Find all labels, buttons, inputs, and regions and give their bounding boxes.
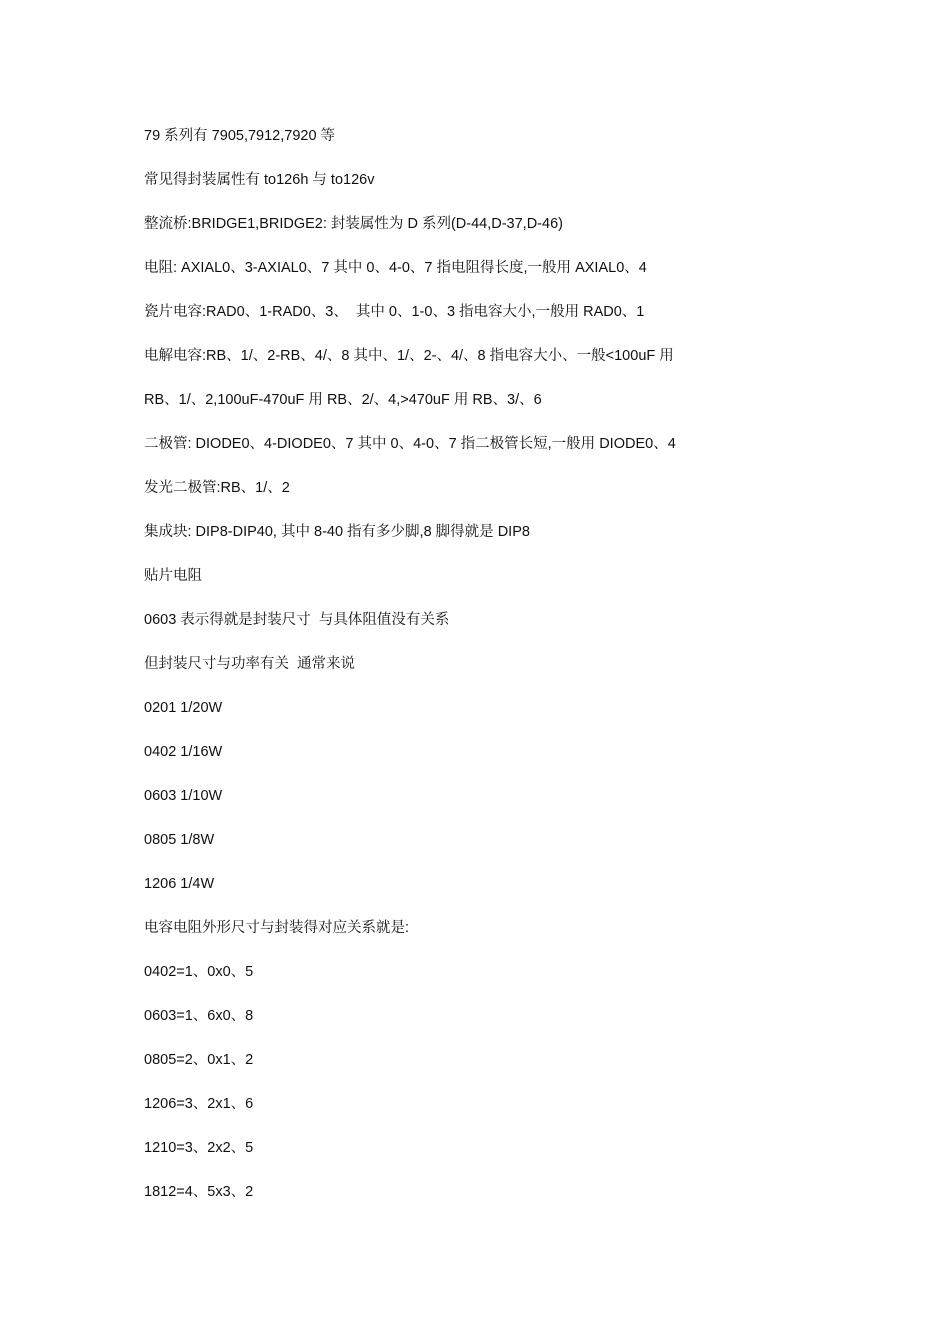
power-rating-line: 0402 1/16W (144, 744, 223, 760)
text-line: 瓷片电容:RAD0、1-RAD0、3、 其中 0、1-0、3 指电容大小,一般用 RAD0、1 (144, 304, 645, 320)
package-size-line: 0805=2、0x1、2 (144, 1052, 254, 1068)
package-size-line: 1210=3、2x2、5 (144, 1140, 254, 1156)
text-line: 整流桥:BRIDGE1,BRIDGE2: 封装属性为 D 系列(D-44,D-37,D-46) (144, 216, 563, 232)
text-line: 电容电阻外形尺寸与封装得对应关系就是: (144, 920, 410, 936)
text-line: 集成块: DIP8-DIP40, 其中 8-40 指有多少脚,8 脚得就是 DIP8 (144, 524, 530, 540)
text-line: 79 系列有 7905,7912,7920 等 (144, 128, 336, 144)
text-line: 常见得封装属性有 to126h 与 to126v (144, 172, 375, 188)
text-line: 但封装尺寸与功率有关 通常来说 (144, 656, 356, 672)
document-body (144, 124, 844, 1224)
package-size-line: 0402=1、0x0、5 (144, 964, 254, 980)
text-line: RB、1/、2,100uF-470uF 用 RB、2/、4,>470uF 用 RB、3/、6 (144, 392, 542, 408)
text-line: 电解电容:RB、1/、2-RB、4/、8 其中、1/、2-、4/、8 指电容大小、一般<100uF 用 (144, 348, 674, 364)
power-rating-line: 0805 1/8W (144, 832, 215, 848)
package-size-line: 0603=1、6x0、8 (144, 1008, 254, 1024)
text-line: 电阻: AXIAL0、3-AXIAL0、7 其中 0、4-0、7 指电阻得长度,一般用 AXIAL0、4 (144, 260, 647, 276)
package-size-line: 1206=3、2x1、6 (144, 1096, 254, 1112)
power-rating-line: 1206 1/4W (144, 876, 215, 892)
text-line: 二极管: DIODE0、4-DIODE0、7 其中 0、4-0、7 指二极管长短,一般用 DIODE0、4 (144, 436, 676, 452)
power-rating-line: 0201 1/20W (144, 700, 223, 716)
text-line: 发光二极管:RB、1/、2 (144, 480, 290, 496)
text-line: 0603 表示得就是封装尺寸 与具体阻值没有关系 (144, 612, 450, 628)
package-size-line: 1812=4、5x3、2 (144, 1184, 254, 1200)
section-heading: 贴片电阻 (144, 568, 202, 584)
power-rating-line: 0603 1/10W (144, 788, 223, 804)
